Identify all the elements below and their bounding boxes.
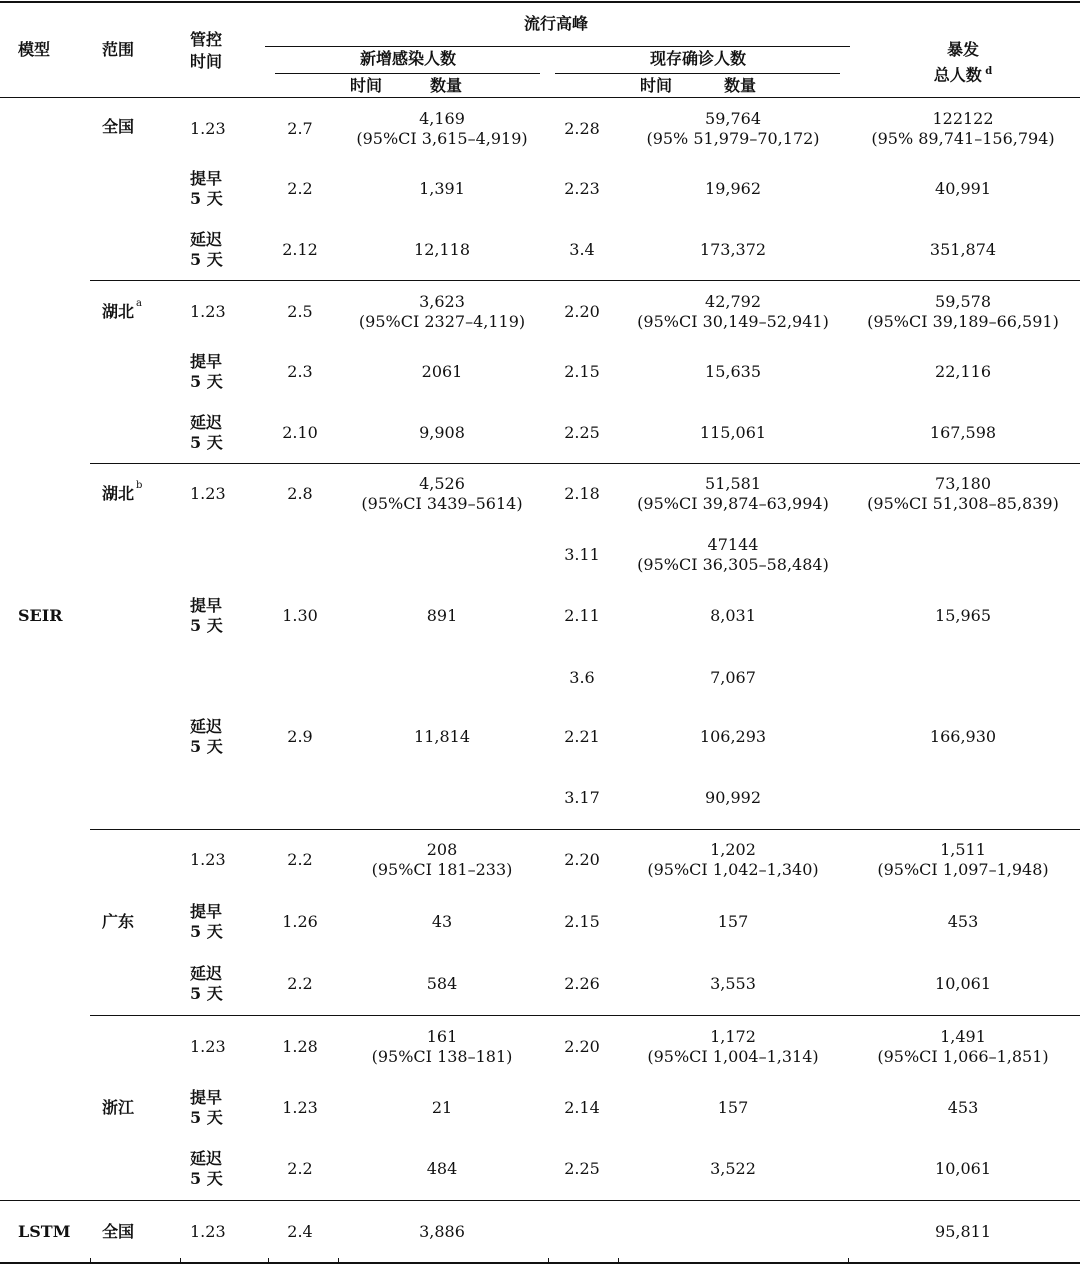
outbreak-total-cell: (95%CI 1,097–1,948) bbox=[877, 860, 1049, 879]
scope-footnote-mark: b bbox=[136, 480, 143, 491]
section-rule-guangdong bbox=[90, 829, 1080, 830]
header-scope: 范围 bbox=[102, 40, 135, 59]
control-time-cell: 1.23 bbox=[190, 850, 226, 869]
header-control-time-1: 管控 bbox=[190, 30, 223, 49]
current-peak-count-cell: 106,293 bbox=[699, 727, 767, 746]
section-rule-zhejiang bbox=[90, 1015, 1080, 1016]
current-peak-time-cell: 2.26 bbox=[564, 974, 600, 993]
control-time-cell: 1.23 bbox=[190, 119, 226, 138]
scope-cell: 全国 bbox=[102, 117, 135, 136]
outbreak-total-cell: 453 bbox=[947, 912, 979, 931]
early-control-label: 提早 bbox=[190, 352, 223, 371]
header-outbreak-2: 总人数 $^d$ bbox=[933, 65, 993, 85]
header-control-time-2: 时间 bbox=[190, 52, 223, 71]
new-peak-time-cell: 2.9 bbox=[287, 727, 313, 746]
new-peak-time-cell: 2.5 bbox=[287, 302, 313, 321]
outbreak-total-cell: (95%CI 39,189–66,591) bbox=[867, 312, 1059, 331]
early-control-label: 5 天 bbox=[190, 616, 223, 635]
new-peak-time-cell: 2.2 bbox=[287, 974, 313, 993]
delay-control-label: 5 天 bbox=[190, 433, 223, 452]
outbreak-total-cell: 59,578 bbox=[935, 292, 991, 311]
outbreak-total-cell: 122122 bbox=[932, 109, 994, 128]
current-peak-count-cell: 47144 bbox=[707, 535, 759, 554]
new-peak-count-cell: 3,623 bbox=[419, 292, 465, 311]
current-peak-time-cell: 2.25 bbox=[564, 1159, 600, 1178]
new-peak-time-cell: 2.2 bbox=[287, 179, 313, 198]
top-rule bbox=[0, 1, 1080, 3]
new-peak-count-cell: (95%CI 181–233) bbox=[371, 860, 513, 879]
outbreak-total-cell: 1,511 bbox=[940, 840, 986, 859]
current-peak-time-cell: 2.25 bbox=[564, 423, 600, 442]
outbreak-total-cell: 166,930 bbox=[929, 727, 997, 746]
new-peak-count-cell: 4,169 bbox=[419, 109, 465, 128]
current-peak-count-cell: (95% 51,979–70,172) bbox=[646, 129, 820, 148]
current-peak-time-cell: 2.28 bbox=[564, 119, 600, 138]
new-peak-time-cell: 1.26 bbox=[282, 912, 318, 931]
header-current-confirmed: 现存确诊人数 bbox=[649, 49, 747, 68]
current-peak-time-cell: 2.20 bbox=[564, 850, 600, 869]
current-peak-count-cell: 3,553 bbox=[710, 974, 756, 993]
current-peak-count-cell: 90,992 bbox=[705, 788, 761, 807]
current-peak-count-cell: 157 bbox=[717, 912, 749, 931]
current-peak-count-cell: (95%CI 1,004–1,314) bbox=[647, 1047, 819, 1066]
new-peak-count-cell: 161 bbox=[426, 1027, 458, 1046]
current-peak-count-cell: 7,067 bbox=[710, 668, 756, 687]
current-peak-time-cell: 2.18 bbox=[564, 484, 600, 503]
current-peak-count-cell: 115,061 bbox=[699, 423, 767, 442]
new-peak-time-cell: 1.23 bbox=[282, 1098, 318, 1117]
scope-cell: 湖北 bbox=[102, 484, 135, 503]
early-control-label: 提早 bbox=[190, 1088, 223, 1107]
section-rule-hubei-a bbox=[90, 280, 1080, 281]
current-peak-count-cell: 42,792 bbox=[705, 292, 761, 311]
outbreak-total-cell: 40,991 bbox=[935, 179, 991, 198]
new-peak-count-cell: (95%CI 2327–4,119) bbox=[358, 312, 526, 331]
current-peak-count-cell: 1,172 bbox=[710, 1027, 756, 1046]
current-peak-count-cell: 59,764 bbox=[705, 109, 761, 128]
current-peak-time-cell: 2.20 bbox=[564, 1037, 600, 1056]
new-peak-count-cell: 4,526 bbox=[419, 474, 465, 493]
new-peak-count-cell: 9,908 bbox=[419, 423, 465, 442]
current-peak-count-cell: 8,031 bbox=[710, 606, 756, 625]
outbreak-total-cell: 15,965 bbox=[935, 606, 991, 625]
new-peak-time-cell: 2.8 bbox=[287, 484, 313, 503]
current-peak-count-cell: (95%CI 39,874–63,994) bbox=[637, 494, 829, 513]
model-cell: SEIR bbox=[18, 606, 63, 625]
new-peak-time-cell: 1.30 bbox=[282, 606, 318, 625]
bottom-rule bbox=[0, 1262, 1080, 1264]
header-new-count: 数量 bbox=[430, 76, 463, 95]
header-cur-time: 时间 bbox=[640, 76, 673, 95]
header-new-infections: 新增感染人数 bbox=[359, 49, 457, 68]
new-peak-count-cell: 1,391 bbox=[419, 179, 465, 198]
delay-control-label: 延迟 bbox=[190, 230, 223, 249]
new-peak-count-cell: 2061 bbox=[421, 362, 463, 381]
outbreak-total-cell: (95% 89,741–156,794) bbox=[871, 129, 1055, 148]
new-peak-time-cell: 2.12 bbox=[282, 240, 318, 259]
model-cell: LSTM bbox=[18, 1222, 71, 1241]
header-cur-count: 数量 bbox=[724, 76, 757, 95]
outbreak-total-cell: 1,491 bbox=[940, 1027, 986, 1046]
bottom-tick bbox=[180, 1258, 181, 1263]
delay-control-label: 延迟 bbox=[190, 1149, 223, 1168]
header-peak: 流行高峰 bbox=[523, 14, 589, 33]
new-peak-time-cell: 2.3 bbox=[287, 362, 313, 381]
current-peak-time-cell: 2.23 bbox=[564, 179, 600, 198]
outbreak-total-cell: 10,061 bbox=[935, 1159, 991, 1178]
control-time-cell: 1.23 bbox=[190, 302, 226, 321]
delay-control-label: 5 天 bbox=[190, 737, 223, 756]
delay-control-label: 5 天 bbox=[190, 250, 223, 269]
new-peak-count-cell: 21 bbox=[431, 1098, 453, 1117]
current-peak-count-cell: (95%CI 36,305–58,484) bbox=[637, 555, 829, 574]
outbreak-total-cell: 73,180 bbox=[935, 474, 991, 493]
early-control-label: 提早 bbox=[190, 596, 223, 615]
new-peak-time-cell: 1.28 bbox=[282, 1037, 318, 1056]
current-peak-time-cell: 2.15 bbox=[564, 362, 600, 381]
scope-cell: 广东 bbox=[102, 912, 135, 931]
current-peak-time-cell: 3.6 bbox=[569, 668, 595, 687]
current-peak-count-cell: 19,962 bbox=[705, 179, 761, 198]
early-control-label: 5 天 bbox=[190, 922, 223, 941]
header-bottom-rule bbox=[0, 97, 1080, 98]
early-control-label: 提早 bbox=[190, 169, 223, 188]
current-peak-time-cell: 2.15 bbox=[564, 912, 600, 931]
new-peak-count-cell: 891 bbox=[426, 606, 458, 625]
outbreak-total-cell: 453 bbox=[947, 1098, 979, 1117]
bottom-tick bbox=[90, 1258, 91, 1263]
outbreak-total-cell: 22,116 bbox=[935, 362, 991, 381]
control-time-cell: 1.23 bbox=[190, 1037, 226, 1056]
bottom-tick bbox=[268, 1258, 269, 1263]
outbreak-total-cell: 10,061 bbox=[935, 974, 991, 993]
early-control-label: 5 天 bbox=[190, 1108, 223, 1127]
new-peak-count-cell: 208 bbox=[426, 840, 458, 859]
header-model: 模型 bbox=[18, 40, 51, 59]
current-peak-count-cell: (95%CI 30,149–52,941) bbox=[637, 312, 829, 331]
bottom-tick bbox=[618, 1258, 619, 1263]
outbreak-total-cell: 351,874 bbox=[929, 240, 997, 259]
current-peak-time-cell: 3.17 bbox=[564, 788, 600, 807]
current-peak-count-cell: 173,372 bbox=[699, 240, 767, 259]
bottom-tick bbox=[848, 1258, 849, 1263]
current-peak-count-cell: 1,202 bbox=[710, 840, 756, 859]
scope-cell: 全国 bbox=[102, 1222, 135, 1241]
outbreak-total-cell: 95,811 bbox=[935, 1222, 991, 1241]
section-rule-hubei-b bbox=[90, 463, 1080, 464]
new-peak-count-cell: 3,886 bbox=[419, 1222, 465, 1241]
current-peak-time-cell: 3.4 bbox=[569, 240, 595, 259]
current-confirmed-rule bbox=[555, 73, 840, 74]
delay-control-label: 延迟 bbox=[190, 964, 223, 983]
new-peak-time-cell: 2.7 bbox=[287, 119, 313, 138]
new-peak-time-cell: 2.4 bbox=[287, 1222, 313, 1241]
outbreak-total-cell: 167,598 bbox=[929, 423, 997, 442]
current-peak-time-cell: 2.21 bbox=[564, 727, 600, 746]
early-control-label: 5 天 bbox=[190, 372, 223, 391]
new-peak-count-cell: 43 bbox=[431, 912, 453, 931]
header-outbreak-1: 暴发 bbox=[946, 40, 980, 59]
new-peak-count-cell: 11,814 bbox=[414, 727, 470, 746]
delay-control-label: 5 天 bbox=[190, 984, 223, 1003]
current-peak-count-cell: 51,581 bbox=[705, 474, 761, 493]
control-time-cell: 1.23 bbox=[190, 484, 226, 503]
current-peak-count-cell: 15,635 bbox=[705, 362, 761, 381]
new-peak-count-cell: (95%CI 3,615–4,919) bbox=[356, 129, 528, 148]
scope-cell: 湖北 bbox=[102, 302, 135, 321]
current-peak-time-cell: 2.14 bbox=[564, 1098, 600, 1117]
current-peak-time-cell: 3.11 bbox=[564, 545, 600, 564]
bottom-tick bbox=[338, 1258, 339, 1263]
current-peak-count-cell: 157 bbox=[717, 1098, 749, 1117]
current-peak-count-cell: (95%CI 1,042–1,340) bbox=[647, 860, 819, 879]
current-peak-count-cell: 3,522 bbox=[710, 1159, 756, 1178]
new-peak-time-cell: 2.2 bbox=[287, 850, 313, 869]
peak-rule bbox=[265, 46, 850, 47]
new-peak-count-cell: (95%CI 138–181) bbox=[371, 1047, 513, 1066]
scope-cell: 浙江 bbox=[102, 1098, 135, 1117]
bottom-tick bbox=[548, 1258, 549, 1263]
new-peak-time-cell: 2.2 bbox=[287, 1159, 313, 1178]
early-control-label: 提早 bbox=[190, 902, 223, 921]
new-peak-count-cell: 12,118 bbox=[414, 240, 470, 259]
outbreak-total-cell: (95%CI 51,308–85,839) bbox=[867, 494, 1059, 513]
delay-control-label: 延迟 bbox=[190, 717, 223, 736]
scope-footnote-mark: a bbox=[136, 298, 142, 309]
current-peak-time-cell: 2.11 bbox=[564, 606, 600, 625]
early-control-label: 5 天 bbox=[190, 189, 223, 208]
new-peak-time-cell: 2.10 bbox=[282, 423, 318, 442]
outbreak-total-cell: (95%CI 1,066–1,851) bbox=[877, 1047, 1049, 1066]
new-peak-count-cell: (95%CI 3439–5614) bbox=[361, 494, 523, 513]
delay-control-label: 延迟 bbox=[190, 413, 223, 432]
delay-control-label: 5 天 bbox=[190, 1169, 223, 1188]
new-infections-rule bbox=[275, 73, 540, 74]
header-new-time: 时间 bbox=[350, 76, 383, 95]
new-peak-count-cell: 484 bbox=[426, 1159, 458, 1178]
current-peak-time-cell: 2.20 bbox=[564, 302, 600, 321]
section-rule-lstm bbox=[0, 1200, 1080, 1201]
new-peak-count-cell: 584 bbox=[426, 974, 458, 993]
control-time-cell: 1.23 bbox=[190, 1222, 226, 1241]
